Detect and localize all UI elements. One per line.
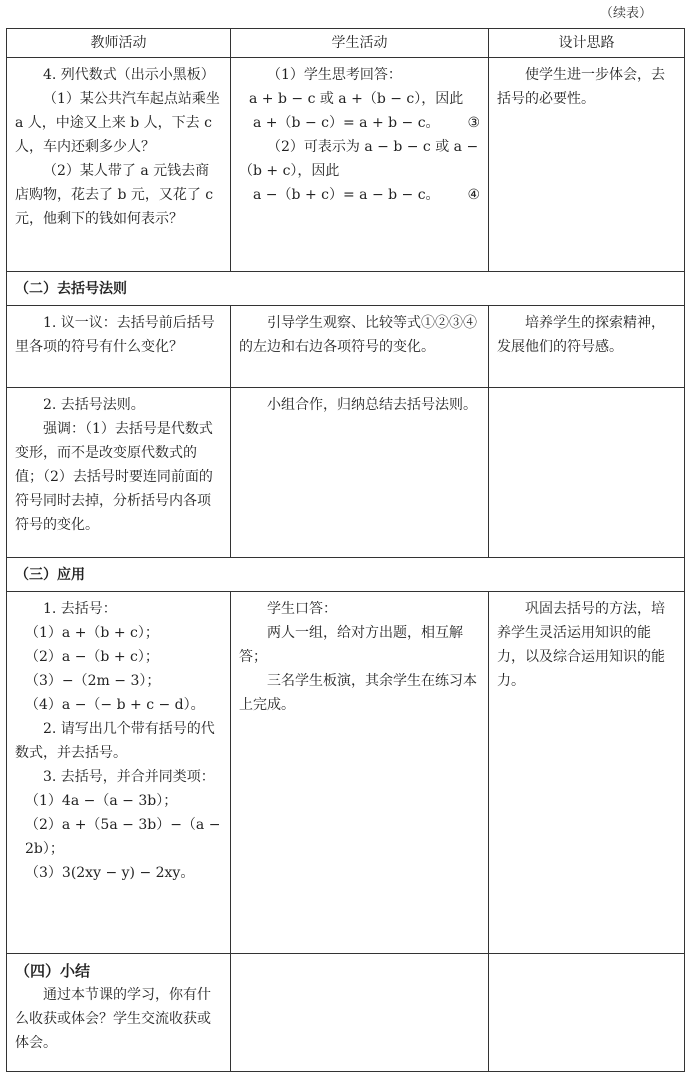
row-application [7,592,685,954]
design-cell [489,592,685,954]
section-title: （三）应用 [7,558,685,592]
exercise-item: （2）a −（b + c）； [25,649,159,665]
teacher-cell [7,592,231,954]
exercise-item: （4）a −（− b + c − d）。 [25,697,205,713]
student-line: （2）可表示为 a − b − c 或 a −（b + c），因此 [239,139,479,179]
teacher-line: 1. 议一议：去括号前后括号里各项的符号有什么变化？ [15,315,215,355]
exercise-item: （1）4a −（a − 3b）； [25,793,178,809]
student-cell [231,954,489,1072]
teacher-line: （1）某公共汽车起点站乘坐 a 人，中途又上来 b 人，下去 c 人，车内还剩多少人？ [15,91,220,155]
header-design: 设计思路 [489,29,685,58]
row-expressions [7,58,685,272]
student-line: 引导学生观察、比较等式①②③④的左边和右边各项符号的变化。 [239,315,477,355]
teacher-line: 3. 去括号，并合并同类项： [43,769,215,785]
student-line: 三名学生板演，其余学生在练习本上完成。 [239,673,477,713]
student-line: 两人一组，给对方出题，相互解答； [239,625,463,665]
design-cell [489,954,685,1072]
design-text: 巩固去括号的方法，培养学生灵活运用知识的能力，以及综合运用知识的能力。 [497,601,665,689]
design-cell [489,388,685,558]
equation-text: a −（b + c）= a − b − c。 [253,187,440,203]
teacher-line: 1. 去括号： [43,601,117,617]
exercise-item: （3）3(2xy − y) − 2xy。 [25,865,195,881]
header-teacher: 教师活动 [7,29,231,58]
row-rule [7,388,685,558]
teacher-line: 2. 去括号法则。 [43,397,145,413]
exercise-item: （3）−（2m − 3）； [25,673,161,689]
section-row [7,558,685,592]
design-text: 培养学生的探索精神，发展他们的符号感。 [497,315,665,355]
continued-label: （续表） [599,6,652,21]
teacher-line: 2. 请写出几个带有括号的代数式，并去括号。 [15,721,215,761]
lesson-plan-table [6,28,685,1072]
section-title: （四）小结 [15,962,91,980]
teacher-cell [7,388,231,558]
design-cell [489,58,685,272]
equation-text: a +（b − c）= a + b − c。 [253,115,440,131]
student-cell [231,592,489,954]
header-student: 学生活动 [231,29,489,58]
section-row [7,272,685,306]
design-cell [489,306,685,388]
row-discuss [7,306,685,388]
student-cell [231,306,489,388]
student-cell [231,388,489,558]
student-cell [231,58,489,272]
exercise-item: （2）a +（5a − 3b）−（a − 2b）； [25,817,221,857]
row-summary [7,954,685,1072]
equation-4 [239,183,480,207]
teacher-line: 通过本节课的学习，你有什么收获或体会？学生交流收获或体会。 [15,987,211,1051]
teacher-line: 强调：（1）去括号是代数式变形，而不是改变原代数式的值；（2）去括号时要连同前面的符号同时去掉，分析括号内各项符号的变化。 [15,421,213,533]
section-title: （二）去括号法则 [7,272,685,306]
student-line: a + b − c 或 a +（b − c），因此 [249,91,464,107]
equation-number: ③ [467,115,480,131]
equation-3 [239,111,480,135]
teacher-line: （2）某人带了 a 元钱去商店购物，花去了 b 元，又花了 c 元，他剩下的钱如何表示？ [15,163,214,227]
teacher-cell [7,306,231,388]
teacher-cell [7,58,231,272]
student-line: （1）学生思考回答： [267,67,402,83]
equation-number: ④ [467,187,480,203]
teacher-line: 4. 列代数式（出示小黑板） [43,67,215,83]
header-row [7,29,685,58]
exercise-item: （1）a +（b + c）； [25,625,159,641]
student-line: 小组合作，归纳总结去括号法则。 [267,397,477,413]
student-line: 学生口答： [267,601,337,617]
teacher-cell [7,954,231,1072]
design-text: 使学生进一步体会，去括号的必要性。 [497,67,665,107]
